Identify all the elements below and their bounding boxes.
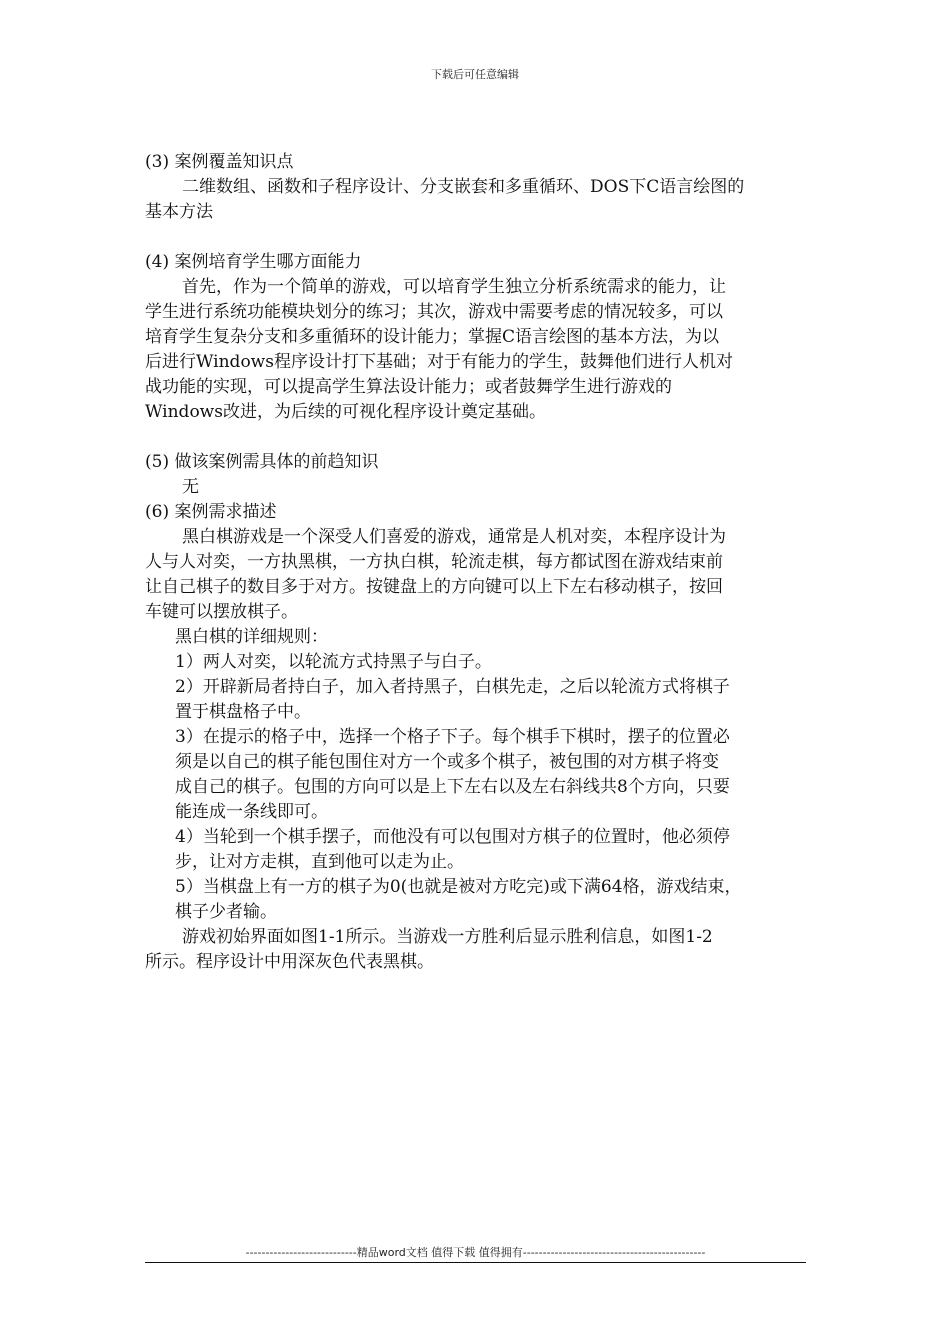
paragraph-line: 无 xyxy=(182,477,199,497)
rule-line: 4）当轮到一个棋手摆子，而他没有可以包围对方棋子的位置时，他必须停 xyxy=(175,827,730,847)
section-heading: (6) 案例需求描述 xyxy=(145,502,277,522)
rule-line: 3）在提示的格子中，选择一个格子下子。每个棋手下棋时，摆子的位置必 xyxy=(175,727,730,747)
paragraph-line: 所示。程序设计中用深灰色代表黑棋。 xyxy=(145,952,434,972)
paragraph-line: 让自己棋子的数目多于对方。按键盘上的方向键可以上下左右移动棋子，按回 xyxy=(145,577,723,597)
document-body xyxy=(145,150,810,975)
rule-line: 2）开辟新局者持白子，加入者持黑子，白棋先走，之后以轮流方式将棋子 xyxy=(175,677,730,697)
paragraph-line: 战功能的实现，可以提高学生算法设计能力；或者鼓舞学生进行游戏的 xyxy=(145,377,672,397)
rule-line: 能连成一条线即可。 xyxy=(175,802,328,822)
paragraph-line: 人与人对奕，一方执黑棋，一方执白棋，轮流走棋，每方都试图在游戏结束前 xyxy=(145,552,723,572)
section-heading: (5) 做该案例需具体的前趋知识 xyxy=(145,452,379,472)
section-heading: (4) 案例培育学生哪方面能力 xyxy=(145,252,362,272)
page-footer: ----------------------------精品word文档 值得下载 值得拥有---------------------------------------------- xyxy=(245,1246,706,1259)
section-heading: (3) 案例覆盖知识点 xyxy=(145,152,294,172)
paragraph-line: 后进行Windows程序设计打下基础；对于有能力的学生，鼓舞他们进行人机对 xyxy=(145,352,733,372)
rule-line: 步，让对方走棋，直到他可以走为止。 xyxy=(175,852,464,872)
paragraph-line: 学生进行系统功能模块划分的练习；其次，游戏中需要考虑的情况较多，可以 xyxy=(145,302,723,322)
page-header: 下载后可任意编辑 xyxy=(431,68,519,81)
rule-line: 成自己的棋子。包围的方向可以是上下左右以及左右斜线共8个方向，只要 xyxy=(175,777,730,797)
rule-line: 置于棋盘格子中。 xyxy=(175,702,311,722)
paragraph-line: 培育学生复杂分支和多重循环的设计能力；掌握C语言绘图的基本方法，为以 xyxy=(145,327,720,347)
rule-line: 1）两人对奕，以轮流方式持黑子与白子。 xyxy=(175,652,492,672)
rule-line: 5）当棋盘上有一方的棋子为0(也就是被对方吃完)或下满64格，游戏结束， xyxy=(175,877,742,897)
paragraph-line: Windows改进，为后续的可视化程序设计奠定基础。 xyxy=(145,402,546,422)
paragraph-line: 基本方法 xyxy=(145,202,213,222)
footer-divider xyxy=(145,1262,806,1263)
paragraph-line: 二维数组、函数和子程序设计、分支嵌套和多重循环、DOS下C语言绘图的 xyxy=(182,177,745,197)
paragraph-line: 游戏初始界面如图1-1所示。当游戏一方胜利后显示胜利信息，如图1-2 xyxy=(182,927,713,947)
paragraph-line: 首先，作为一个简单的游戏，可以培育学生独立分析系统需求的能力，让 xyxy=(182,277,726,297)
rule-line: 须是以自己的棋子能包围住对方一个或多个棋子，被包围的对方棋子将变 xyxy=(175,752,719,772)
rules-title: 黑白棋的详细规则： xyxy=(175,627,328,647)
paragraph-line: 车键可以摆放棋子。 xyxy=(145,602,298,622)
paragraph-line: 黑白棋游戏是一个深受人们喜爱的游戏，通常是人机对奕，本程序设计为 xyxy=(182,527,726,547)
rule-line: 棋子少者输。 xyxy=(175,902,277,922)
